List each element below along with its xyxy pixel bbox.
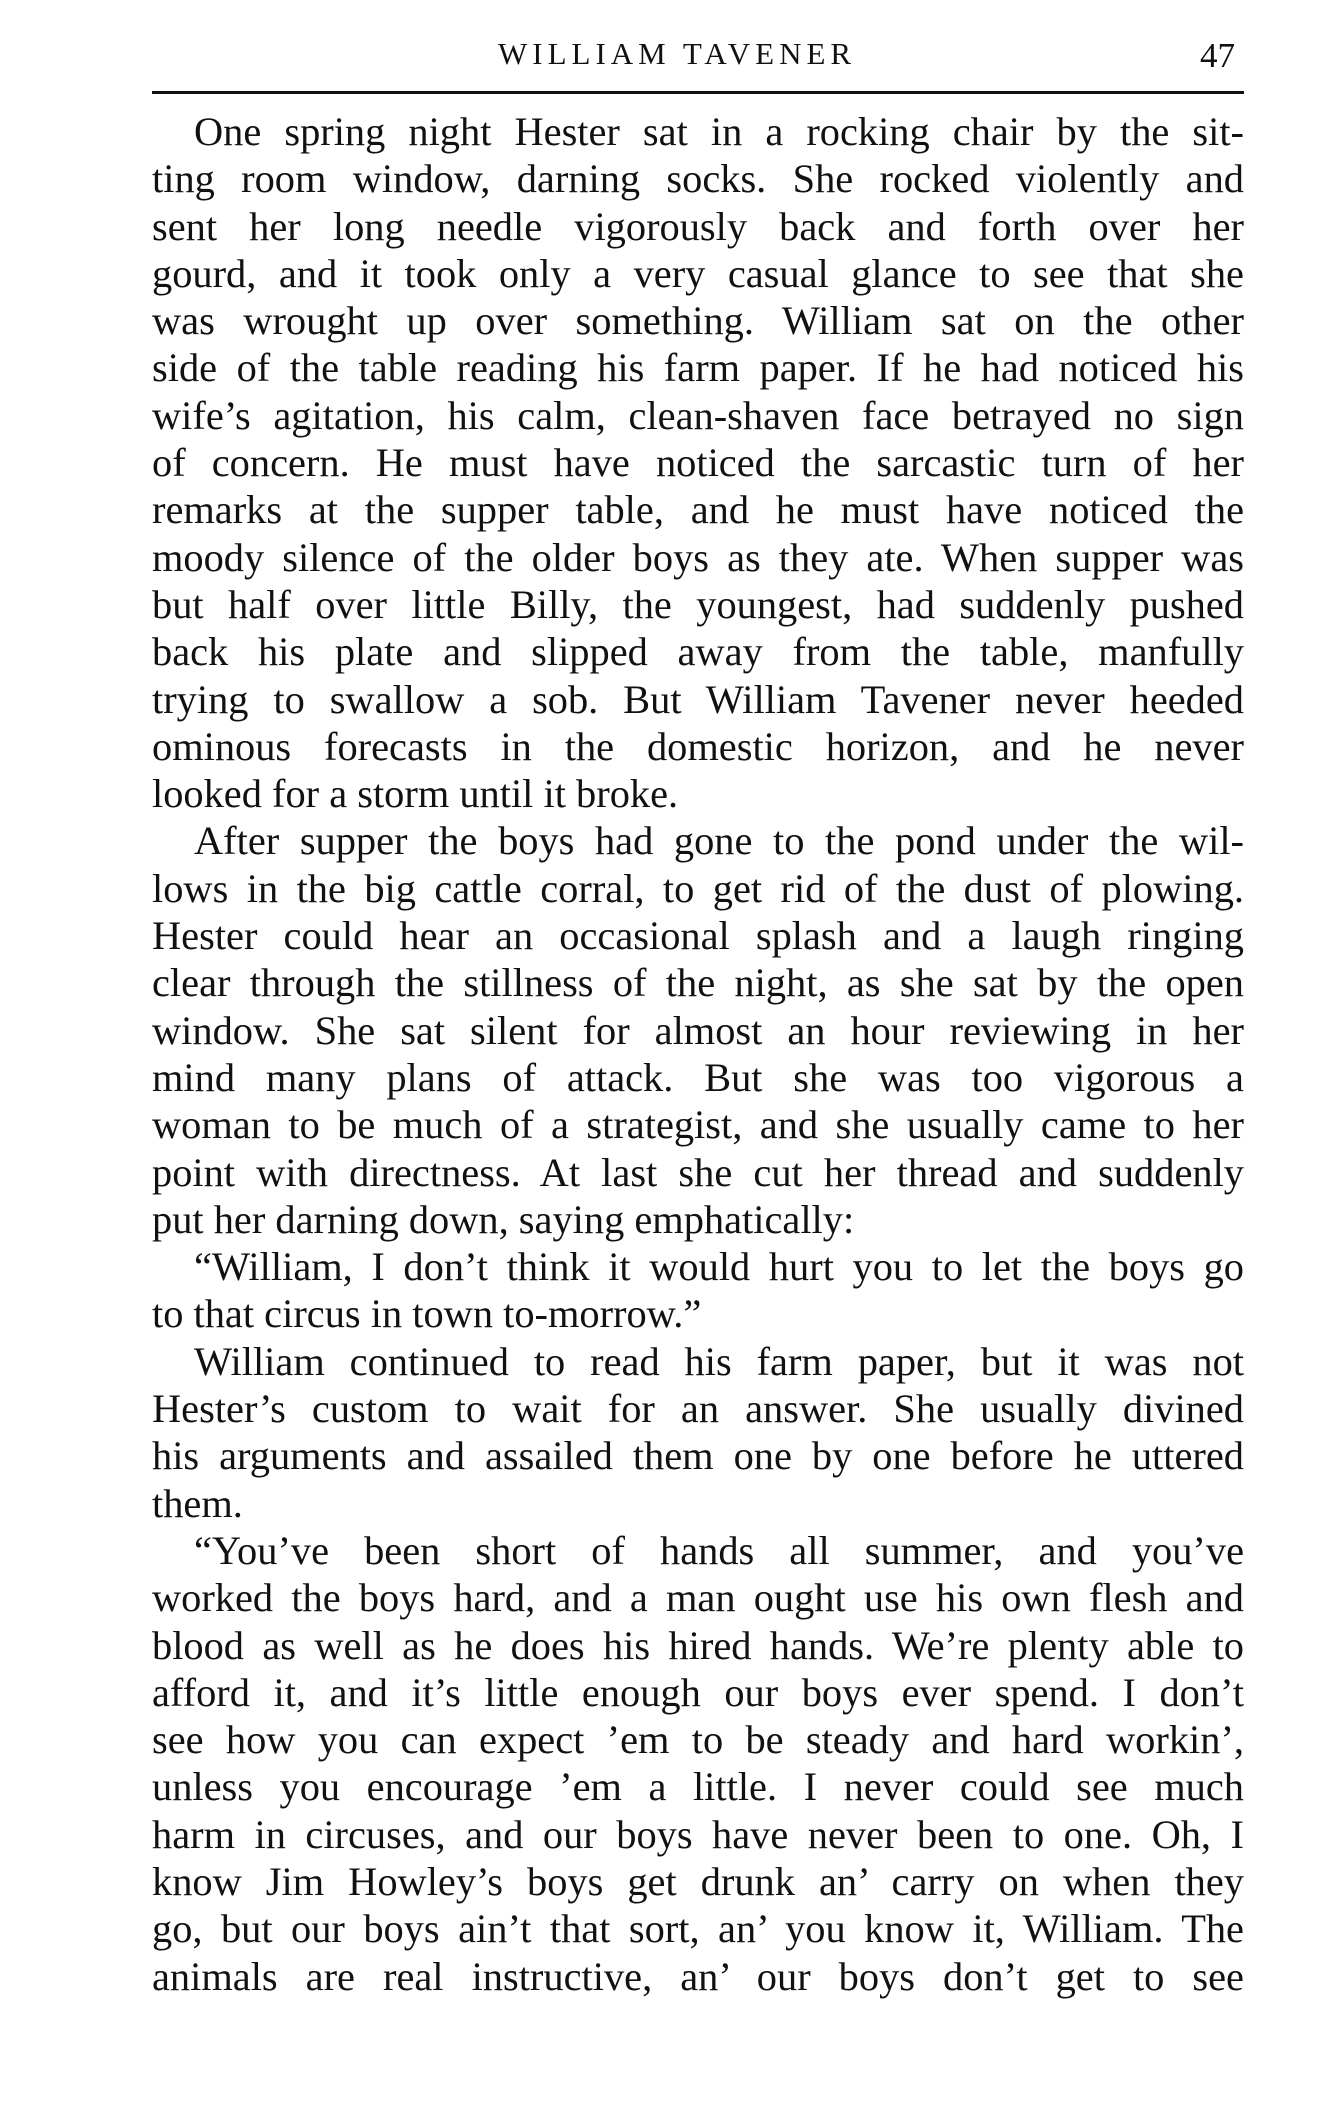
body-text (152, 108, 1244, 2000)
text-line: Hester could hear an occasional splash and a laugh ringing (152, 913, 1244, 959)
text-line: side of the table reading his farm paper. If he had noticed his (152, 345, 1244, 391)
text-line: lows in the big cattle corral, to get rid of the dust of plowing. (152, 865, 1244, 911)
text-line: After supper the boys had gone to the pond under the wil- (194, 818, 1244, 864)
paragraph (152, 1527, 1244, 2000)
header-rule (152, 91, 1244, 94)
text-line: back his plate and slipped away from the table, manfully (152, 629, 1244, 675)
text-line: know Jim Howley’s boys get drunk an’ carry on when they (152, 1858, 1244, 1904)
paragraph (152, 817, 1244, 1243)
text-line: window. She sat silent for almost an hour reviewing in her (152, 1007, 1244, 1053)
text-line: them. (152, 1480, 243, 1526)
text-line: woman to be much of a strategist, and she usually came to her (152, 1102, 1244, 1148)
text-line: wife’s agitation, his calm, clean-shaven face betrayed no sign (152, 392, 1244, 438)
text-line: was wrought up over something. William sat on the other (152, 298, 1244, 344)
text-line: blood as well as he does his hired hands. We’re plenty able to (152, 1622, 1244, 1668)
text-line: One spring night Hester sat in a rocking chair by the sit- (194, 109, 1244, 154)
text-line: point with directness. At last she cut her thread and suddenly (152, 1149, 1244, 1195)
text-line: clear through the stillness of the night, as she sat by the open (152, 960, 1244, 1006)
page-number: 47 (1200, 36, 1235, 75)
text-line: trying to swallow a sob. But William Tavener never heeded (152, 676, 1244, 722)
paragraph (152, 1243, 1244, 1338)
text-line: his arguments and assailed them one by one before he uttered (152, 1433, 1244, 1479)
text-line: gourd, and it took only a very casual glance to see that she (152, 250, 1244, 296)
text-line: mind many plans of attack. But she was too vigorous a (152, 1054, 1244, 1100)
text-line: remarks at the supper table, and he must have noticed the (152, 487, 1244, 533)
running-title: WILLIAM TAVENER (498, 36, 857, 71)
text-line: looked for a storm until it broke. (152, 771, 679, 817)
text-line: harm in circuses, and our boys have never been to one. Oh, I (152, 1811, 1244, 1857)
text-line: afford it, and it’s little enough our boys ever spend. I don’t (152, 1669, 1244, 1715)
paragraph (152, 108, 1244, 817)
paragraph (152, 1338, 1244, 1527)
text-line: moody silence of the older boys as they ate. When supper was (152, 534, 1244, 580)
text-line: put her darning down, saying emphatically: (152, 1196, 855, 1242)
text-line: but half over little Billy, the youngest, had suddenly pushed (152, 581, 1244, 627)
text-line: unless you encourage ’em a little. I never could see much (152, 1764, 1244, 1810)
text-line: see how you can expect ’em to be steady and hard workin’, (152, 1717, 1244, 1763)
text-line: “William, I don’t think it would hurt you to let the boys go (194, 1244, 1244, 1290)
running-head (0, 30, 1340, 90)
text-line: sent her long needle vigorously back and forth over her (152, 203, 1244, 249)
text-line: ting room window, darning socks. She rocked violently and (152, 156, 1244, 202)
text-line: Hester’s custom to wait for an answer. She usually divined (152, 1386, 1244, 1432)
text-line: William continued to read his farm paper, but it was not (194, 1338, 1244, 1384)
text-line: ominous forecasts in the domestic horizon, and he never (152, 723, 1244, 769)
text-line: to that circus in town to-morrow.” (152, 1291, 702, 1337)
text-line: animals are real instructive, an’ our boys don’t get to see (152, 1953, 1244, 1999)
text-line: “You’ve been short of hands all summer, and you’ve (194, 1527, 1244, 1573)
text-line: worked the boys hard, and a man ought use his own flesh and (152, 1575, 1244, 1621)
text-line: of concern. He must have noticed the sarcastic turn of her (152, 440, 1244, 486)
text-line: go, but our boys ain’t that sort, an’ you know it, William. The (152, 1906, 1244, 1952)
